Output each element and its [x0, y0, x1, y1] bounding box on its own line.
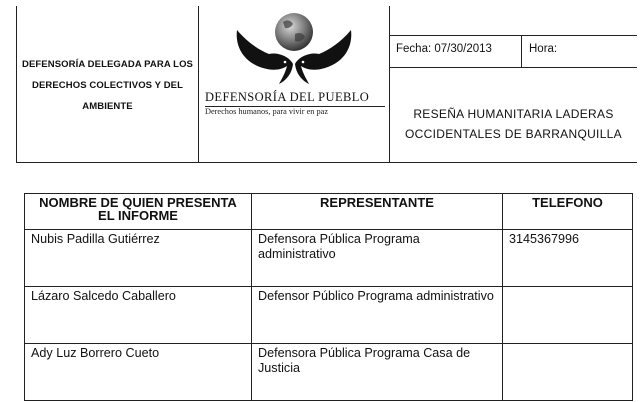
report-title [390, 104, 637, 144]
logo-title: DEFENSORÍA DEL PUEBLO [205, 90, 385, 107]
column-header-telefono: TELEFONO [503, 194, 633, 230]
column-header-representante: REPRESENTANTE [252, 194, 503, 230]
table-row [25, 344, 633, 401]
cell-nombre: Ady Luz Borrero Cueto [25, 344, 252, 401]
fecha-label: Fecha: [396, 43, 432, 55]
hora-field [529, 43, 557, 55]
cell-representante: Defensora Pública Programa administrativo [252, 230, 503, 287]
defensoria-dove-globe-logo-icon [229, 10, 359, 86]
cell-telefono: 3145367996 [503, 230, 633, 287]
report-title-line: OCCIDENTALES DE BARRANQUILLA [405, 127, 622, 141]
column-header-nombre: NOMBRE DE QUIEN PRESENTA EL INFORME [25, 194, 252, 230]
org-name [21, 54, 194, 117]
org-name-line: DERECHOS COLECTIVOS Y DEL [31, 80, 183, 91]
org-name-line: AMBIENTE [82, 101, 133, 112]
table-row [25, 287, 633, 344]
table-row [25, 230, 633, 287]
hora-label: Hora: [529, 43, 558, 55]
report-info-cell [390, 6, 637, 162]
cell-representante: Defensor Público Programa administrativo [252, 287, 503, 344]
fecha-field [396, 43, 492, 55]
divider [390, 67, 637, 68]
cell-nombre: Nubis Padilla Gutiérrez [25, 230, 252, 287]
document-header [16, 6, 637, 163]
org-cell [17, 6, 199, 162]
org-name-line: DEFENSORÍA DELEGADA PARA LOS [22, 59, 193, 70]
fecha-value: 07/30/2013 [434, 43, 492, 55]
logo-cell [199, 6, 390, 162]
divider [390, 35, 637, 36]
cell-representante: Defensora Pública Programa Casa de Justicia [252, 344, 503, 401]
report-title-line: RESEÑA HUMANITARIA LADERAS [413, 107, 614, 121]
cell-telefono [503, 344, 633, 401]
cell-nombre: Lázaro Salcedo Caballero [25, 287, 252, 344]
cell-telefono [503, 287, 633, 344]
table-header-row [25, 194, 633, 230]
informants-table [24, 193, 633, 401]
divider [521, 35, 522, 67]
logo-subtitle: Derechos humanos, para vivir en paz [205, 107, 329, 116]
